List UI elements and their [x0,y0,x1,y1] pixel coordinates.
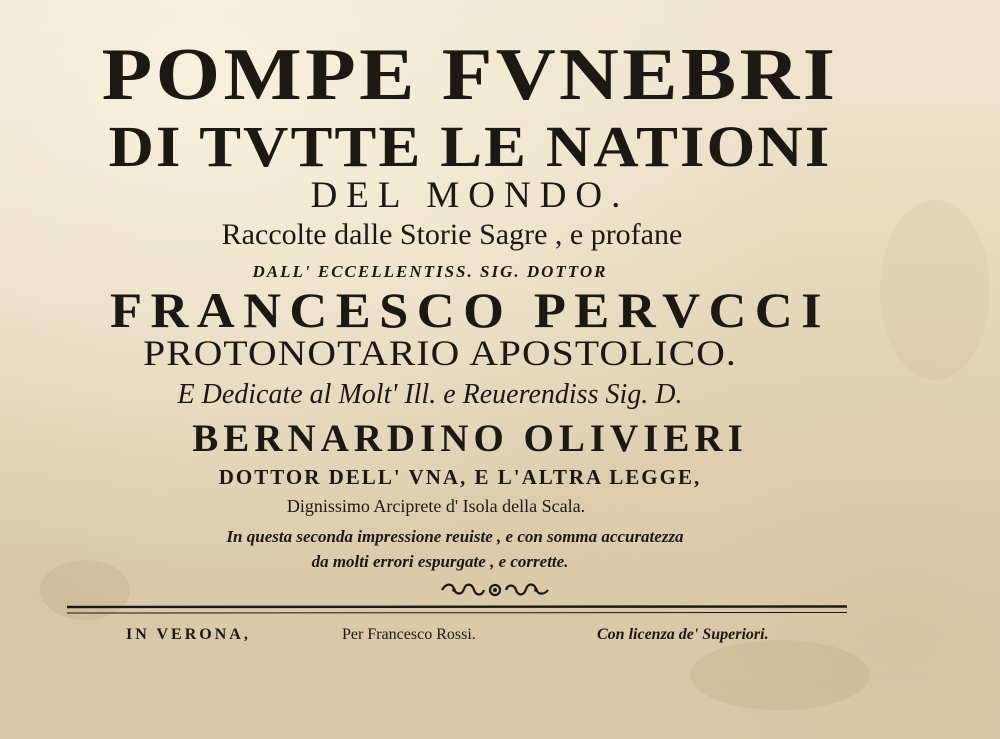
author-title: PROTONOTARIO APOSTOLICO. [143,333,737,373]
paper-stain [690,640,870,710]
dedication: E Dedicate al Molt' Ill. e Reuerendiss Sig. D. [177,379,683,410]
by-line: DALL' ECCELLENTISS. SIG. DOTTOR [252,262,608,281]
dedicatee-name: BERNARDINO OLIVIERI [192,417,748,460]
imprint-licence: Con licenza de' Superiori. [597,626,769,643]
imprint-printer: Per Francesco Rossi. [342,626,476,643]
edition-note-line-2: da molti errori espurgate , e corrette. [311,552,569,571]
fleuron-ornament-icon [438,580,552,600]
title-line-3: DEL MONDO. [310,175,630,216]
dedicatee-office: Dignissimo Arciprete d' Isola della Scala. [286,496,586,516]
dedicatee-title: DOTTOR DELL' VNA, E L'ALTRA LEGGE, [218,465,702,489]
edition-note-line-1: In questa seconda impressione reuiste , e con somma accuratezza [226,527,684,546]
title-line-1: POMPE FVNEBRI [101,34,839,116]
subtitle: Raccolte dalle Storie Sagre , e profane [221,218,683,251]
author-name: FRANCESCO PERVCCI [110,282,830,338]
imprint-city: IN VERONA, [126,626,251,643]
title-line-2: DI TVTTE LE NATIONI [108,114,832,179]
double-rule-divider [67,604,847,616]
